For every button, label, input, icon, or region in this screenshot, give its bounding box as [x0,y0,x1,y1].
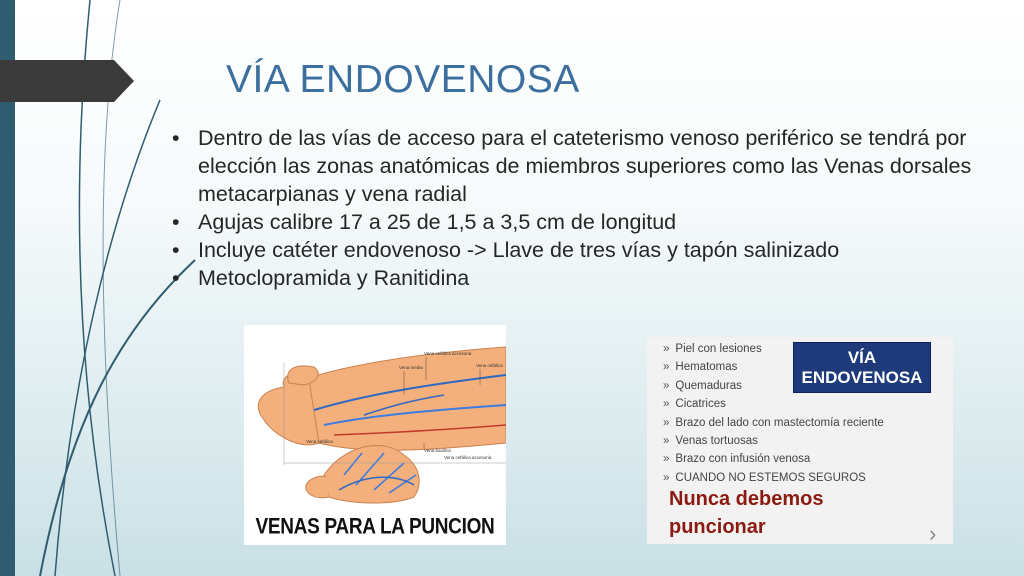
bullet-item: • Metoclopramida y Ranitidina [170,264,990,292]
vein-label: Vena basílica [424,448,451,453]
badge-line: VÍA [847,348,877,367]
chevron-right-icon: › [929,521,937,546]
list-item-text: Venas tortuosas [675,435,758,448]
warning-line: Nunca debemos [669,488,824,510]
marker-icon: » [663,453,670,466]
vein-label: Vena cefálica [306,439,333,444]
vein-label: Vena cefálica accesoria [424,351,472,356]
list-item [663,450,884,468]
marker-icon: » [663,361,670,374]
vein-label: Vena media [399,365,423,370]
bullet-list [170,124,990,292]
contraindications-image [647,337,953,544]
bullet-item: • Dentro de las vías de acceso para el cateterismo venoso periférico se tendrá por elección las zonas anatómicas de miembros superiores como las Venas dorsales metacarpianas y vena radial [170,124,990,208]
arm-veins-illustration [244,325,506,545]
warning-text [669,485,889,541]
list-item-text: Piel con lesiones [675,343,762,355]
vein-label: Vena cefálica [476,363,503,368]
list-item [663,414,884,432]
marker-icon: » [663,435,670,448]
via-endovenosa-badge [793,342,931,393]
marker-icon: » [663,379,670,392]
vein-label: Vena cefálica accesoria [444,455,492,460]
marker-icon: » [663,398,670,411]
marker-icon: » [663,343,670,355]
arm-veins-image [244,325,506,545]
list-item-text: CUANDO NO ESTEMOS SEGUROS [675,471,866,484]
bullet-item: • Agujas calibre 17 a 25 de 1,5 a 3,5 cm de longitud [170,208,990,236]
list-item [663,432,884,450]
marker-icon: » [663,416,670,429]
venas-caption: VENAS PARA LA PUNCION [255,515,495,540]
list-item-text: Brazo con infusión venosa [675,453,811,466]
warning-line: puncionar [669,516,766,538]
slide-title: VÍA ENDOVENOSA [226,58,580,101]
title-arrow-tab [0,60,134,102]
list-item-text: Cicatrices [675,398,726,411]
marker-icon: » [663,471,670,484]
badge-line: ENDOVENOSA [801,368,923,387]
list-item-text: Hematomas [675,361,738,374]
list-item-text: Brazo del lado con mastectomía reciente [675,416,884,429]
bullet-item: • Incluye catéter endovenoso -> Llave de tres vías y tapón salinizado [170,236,990,264]
list-item-text: Quemaduras [675,379,742,392]
list-item [663,395,884,413]
